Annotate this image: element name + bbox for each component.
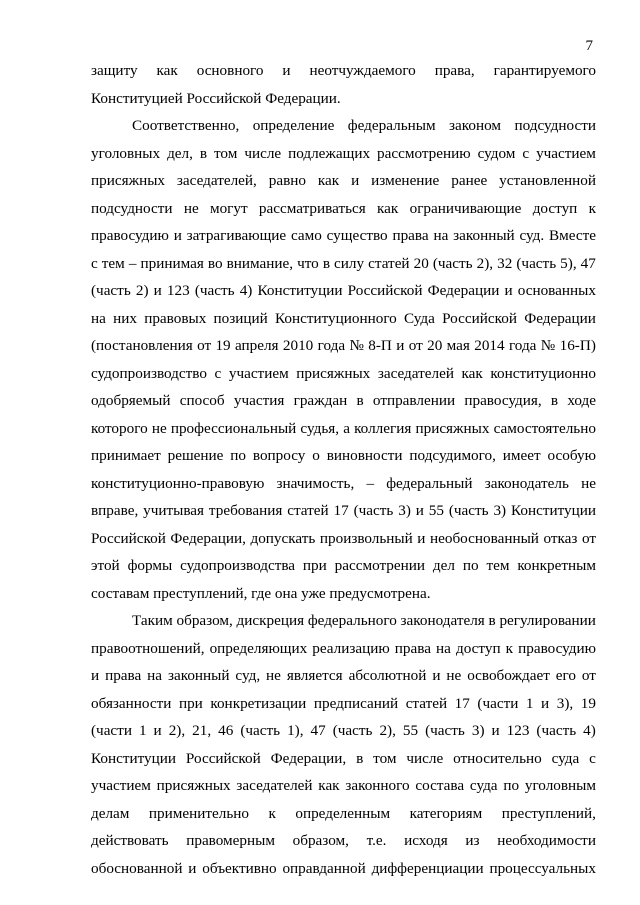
text-word: и [173, 227, 182, 244]
text-word: года [508, 337, 537, 354]
text-word: основного [196, 62, 264, 79]
text-word: относительно [453, 749, 542, 767]
text-word: освобождает [467, 667, 550, 684]
text-word: 123 [166, 282, 190, 299]
text-word: профессиональный [170, 419, 297, 437]
text-word: на [147, 667, 163, 684]
text-word: 3) [471, 722, 485, 739]
text-line: составам преступлений, где она уже предусмотрена. [91, 584, 431, 602]
text-word: числе [244, 144, 282, 162]
text-line [91, 502, 596, 520]
text-line [91, 777, 596, 795]
text-word: Российской [91, 529, 166, 547]
text-word: этой [91, 557, 120, 574]
text-word: с [522, 144, 530, 162]
text-word: присяжных [156, 777, 231, 794]
text-word: 2), [476, 254, 494, 272]
text-word: как [377, 199, 399, 217]
text-word: обязанности [91, 694, 172, 712]
text-word: в [550, 392, 559, 409]
text-word: Конституции [510, 502, 596, 519]
text-word: (части [477, 694, 519, 712]
text-word: от [197, 337, 212, 354]
text-word: 55 [428, 502, 444, 519]
text-word: является [286, 667, 343, 684]
text-word: заседателей [377, 364, 454, 382]
text-word: (часть [194, 282, 235, 299]
text-word: требования [208, 502, 283, 519]
text-word: объективно [202, 859, 277, 877]
text-word: Федерации, [170, 529, 246, 547]
text-word: и [396, 337, 405, 354]
text-word: допускать [250, 529, 316, 547]
text-line [91, 832, 596, 850]
text-word: равно [268, 172, 306, 189]
text-word: конкретизации [210, 694, 307, 712]
text-word: присяжных [91, 172, 165, 189]
text-word: доступ [532, 199, 578, 217]
text-line [91, 475, 596, 493]
text-word: особую [547, 447, 596, 464]
text-word: заседателей [236, 777, 313, 794]
text-word: регулировании [499, 612, 596, 629]
text-word: не [581, 474, 596, 492]
text-line [91, 640, 596, 658]
text-word: виновности [326, 447, 403, 464]
text-word: обоснованной [91, 859, 183, 877]
text-word: и [91, 667, 100, 684]
text-word: 2), [379, 722, 396, 739]
text-line [91, 557, 596, 575]
text-line [91, 172, 596, 190]
text-line [132, 117, 596, 135]
text-word: права [392, 227, 429, 244]
text-word: формы [127, 557, 173, 574]
text-word: решение [167, 447, 224, 464]
text-word: суда [469, 777, 498, 794]
text-word: рассмотрении [334, 557, 426, 574]
text-word: отправлении [372, 392, 456, 409]
text-word: в [322, 254, 330, 272]
text-line [91, 365, 596, 383]
text-word: Российской [185, 749, 261, 767]
text-word: них [113, 309, 137, 327]
text-word: на [91, 309, 106, 327]
text-word: 17 [333, 502, 349, 519]
text-word: и [417, 529, 426, 547]
text-word: одобряемый [91, 392, 171, 409]
text-word: 55 [402, 722, 419, 739]
text-word: дел [432, 557, 455, 574]
text-word: затрагивающие [186, 227, 287, 244]
text-word: от [581, 667, 596, 684]
text-word: к [268, 804, 276, 822]
text-word: как [317, 172, 340, 189]
text-word: правосудия, [464, 392, 542, 409]
text-word: изменение [371, 172, 440, 189]
text-word: законодателя [400, 612, 485, 629]
text-word: Конституции [257, 282, 343, 299]
text-word: 17 [454, 694, 470, 712]
text-word: Вместе [549, 227, 596, 244]
text-line [91, 62, 596, 80]
text-word: 2), [168, 722, 186, 739]
page-number: 7 [585, 38, 593, 54]
text-word: 4) [583, 722, 596, 739]
text-word: по [462, 557, 479, 574]
text-line [132, 612, 596, 630]
text-word: его [555, 667, 576, 684]
text-word: законодатель [484, 474, 569, 492]
text-word: № [540, 337, 556, 354]
text-word: Российской [442, 309, 517, 327]
text-word: учитывая [143, 502, 205, 519]
text-word: предписаний [313, 694, 399, 712]
text-word: Суда [404, 309, 435, 327]
text-word: 1 [138, 722, 147, 739]
text-word: (часть [425, 722, 465, 739]
text-word: на [433, 227, 449, 244]
text-word: федеральным [347, 117, 436, 134]
text-word: неотчуждаемого [309, 62, 416, 79]
text-word: с [589, 749, 596, 767]
text-word: присяжных [296, 364, 371, 382]
text-line [91, 282, 596, 300]
text-word: суда [551, 749, 580, 767]
text-word: права [394, 639, 431, 657]
text-word: само [290, 227, 322, 244]
text-line [91, 227, 596, 245]
text-word: конституционно [490, 364, 596, 382]
text-word: по [230, 447, 246, 464]
text-word: образом, [176, 612, 233, 629]
text-word: определенным [295, 804, 391, 822]
text-word: как [156, 62, 178, 79]
text-word: 20 [413, 254, 429, 272]
text-word: способ [179, 392, 225, 409]
text-word: коллегия [354, 419, 412, 437]
text-word: 2010 [282, 337, 314, 354]
text-word: самостоятельно [493, 419, 596, 437]
text-line [91, 392, 596, 410]
text-word: необоснованный [429, 529, 539, 547]
text-word: уголовным [524, 777, 596, 794]
text-word: подлежащих [288, 144, 371, 162]
text-word: подсудимого, [409, 447, 496, 464]
text-word: 3) [493, 502, 507, 519]
text-word: 1), [287, 722, 304, 739]
text-word: (части [91, 722, 132, 739]
text-word: апреля [234, 337, 279, 354]
text-line [91, 667, 596, 685]
text-line [91, 530, 596, 548]
text-word: и [351, 172, 360, 189]
text-word: дифференциации [371, 859, 484, 877]
text-word: состава [415, 777, 465, 794]
text-word: не [446, 667, 462, 684]
text-word: законом [449, 117, 501, 134]
text-line [91, 722, 596, 740]
text-word: по [503, 777, 520, 794]
text-word: мая [446, 337, 470, 354]
text-word: конституционно-правовую [91, 474, 265, 492]
text-word: т.е. [366, 832, 387, 849]
text-word: статей [368, 254, 410, 272]
text-word: отказ [543, 529, 578, 547]
text-word: которого [91, 419, 148, 437]
text-line [91, 310, 596, 328]
text-word: не [266, 667, 281, 684]
text-word: абсолютной [348, 667, 427, 684]
text-word: основанных [517, 282, 596, 299]
text-word: 3) [398, 502, 411, 519]
text-word: и [541, 694, 550, 712]
text-line [91, 447, 596, 465]
text-word: а [343, 419, 350, 437]
text-word: Конституционного [275, 309, 397, 327]
text-word: реализацию [312, 639, 390, 657]
text-word: внимание, [226, 254, 294, 272]
text-word: значимость, [276, 474, 355, 492]
text-word: (часть [448, 502, 489, 519]
text-word: (часть [516, 254, 557, 272]
text-word: участием [91, 777, 151, 794]
text-word: 32 [497, 254, 513, 272]
text-word: принимая [140, 254, 204, 272]
text-word: (постановления [91, 337, 193, 354]
text-word: Федерации, [270, 749, 347, 767]
text-word: 16-П) [559, 337, 596, 354]
text-word: дискреция [236, 612, 305, 629]
text-word: с [91, 254, 98, 272]
text-word: суд, [235, 667, 261, 684]
text-word: конкретным [517, 557, 596, 574]
text-word: ранее [451, 172, 488, 189]
text-word: законный [167, 667, 230, 684]
text-word: в [488, 612, 496, 629]
text-word: судом [477, 144, 516, 162]
text-word: не [151, 419, 167, 437]
text-word: правосудию [518, 639, 596, 657]
text-word: тем [101, 254, 125, 272]
text-word: в [199, 144, 208, 162]
text-word: ходе [567, 392, 596, 409]
text-word: дел, [167, 144, 193, 162]
text-word: статей [405, 694, 448, 712]
text-word: и [153, 282, 162, 299]
text-word: необходимости [497, 832, 596, 849]
text-word: законный [453, 227, 515, 244]
text-word: от [581, 529, 596, 547]
text-line [91, 750, 596, 768]
text-word: года [317, 337, 346, 354]
text-word: Федерации [427, 282, 500, 299]
text-word: определение [252, 117, 335, 134]
text-word: 5), [560, 254, 577, 272]
text-word: 19 [580, 694, 596, 712]
text-word: во [207, 254, 223, 272]
text-word: том [214, 144, 238, 162]
text-line [91, 695, 596, 713]
text-word: как [318, 777, 340, 794]
text-word: силу [334, 254, 365, 272]
text-word: Таким [132, 612, 173, 629]
text-word: (часть [91, 282, 131, 299]
text-word: действовать [91, 832, 169, 849]
text-word: Российской [347, 282, 423, 299]
text-word: уголовных [91, 144, 161, 162]
text-word: подсудности [91, 199, 173, 217]
text-word: (часть [536, 722, 577, 739]
text-word: 2) [135, 282, 149, 299]
text-word: 20 [427, 337, 443, 354]
text-word: и [282, 62, 291, 79]
text-word: определяющих [209, 639, 308, 657]
text-line [91, 255, 596, 273]
text-word: категориям [409, 804, 483, 822]
text-word: 123 [506, 722, 530, 739]
text-word: позиций [213, 309, 268, 327]
text-word: 1 [525, 694, 534, 712]
text-word: в [356, 749, 364, 767]
text-word: рассмотрению [377, 144, 471, 162]
text-word: 47 [580, 254, 596, 272]
text-line [91, 860, 596, 878]
text-word: правосудию [91, 227, 169, 244]
text-word: участием [228, 364, 289, 382]
text-word: права [105, 667, 142, 684]
text-word: права, [434, 62, 475, 79]
text-word: 3), [556, 694, 574, 712]
text-line [91, 805, 596, 823]
text-word: 2014 [474, 337, 505, 354]
text-word: (часть [432, 254, 473, 272]
text-word: с [214, 364, 222, 382]
text-word: и [153, 722, 162, 739]
text-word: присяжных [415, 419, 490, 437]
text-word: суд. [519, 227, 545, 244]
text-word: подсудности [514, 117, 596, 134]
text-word: Соответственно, [132, 117, 240, 134]
text-word: вправе, [91, 502, 139, 519]
text-word: законного [345, 777, 410, 794]
text-line: Конституцией Российской Федерации. [91, 89, 341, 107]
text-word: участия [233, 392, 285, 409]
text-word: том [373, 749, 397, 767]
text-word: судопроизводства [180, 557, 296, 574]
text-word: как [461, 364, 483, 382]
text-word: рассматриваться [258, 199, 366, 217]
text-line [91, 337, 596, 355]
text-word: граждан [293, 392, 348, 409]
text-word: и [432, 667, 441, 684]
text-word: (часть [353, 502, 394, 519]
text-word: не [183, 199, 199, 217]
text-line [91, 200, 596, 218]
text-word: судопроизводство [91, 364, 207, 382]
text-word: и [491, 722, 500, 739]
text-word: к [588, 199, 596, 217]
text-word: участием [536, 144, 596, 162]
text-word: 8-П [368, 337, 392, 354]
text-word: Федерации [524, 309, 596, 327]
text-word: о [312, 447, 320, 464]
text-word: делам [91, 804, 130, 822]
text-word: существо [326, 227, 388, 244]
text-word: 4) [239, 282, 253, 299]
text-word: федеральный [386, 474, 473, 492]
text-word: при [302, 557, 327, 574]
text-word: защиту [91, 62, 138, 79]
text-line [91, 420, 596, 438]
text-word: числе [406, 749, 444, 767]
text-line [91, 145, 596, 163]
text-word: установленной [499, 172, 596, 189]
text-word: тем [486, 557, 510, 574]
text-word: применительно [148, 804, 249, 822]
text-word: к [505, 639, 514, 657]
text-word: исходя [404, 832, 448, 849]
text-word: – [366, 474, 375, 492]
text-word: Конституции [91, 749, 177, 767]
text-word: вопросу [252, 447, 306, 464]
text-word: федерального [307, 612, 397, 629]
text-word: ограничивающие [409, 199, 522, 217]
text-word: на [436, 639, 451, 657]
text-word: 46 [218, 722, 234, 739]
text-word: гарантируемого [493, 62, 596, 79]
text-word: могут [209, 199, 248, 217]
text-word: 21, [192, 722, 212, 739]
text-word: произвольный [319, 529, 413, 547]
text-word: правомерным [186, 832, 275, 849]
text-word: при [178, 694, 203, 712]
text-word: судья, [300, 419, 340, 437]
text-word: правовых [144, 309, 207, 327]
text-word: процессуальных [489, 859, 596, 877]
text-word: оправданной [282, 859, 366, 877]
text-word: (часть [332, 722, 373, 739]
text-word: образом, [292, 832, 349, 849]
text-word: заседателей, [176, 172, 257, 189]
text-word: от [408, 337, 423, 354]
text-word: в [356, 392, 364, 409]
text-word: что [297, 254, 319, 272]
text-word: № [349, 337, 364, 354]
text-word: 47 [310, 722, 326, 739]
text-word: и [415, 502, 424, 519]
text-word: имеет [502, 447, 541, 464]
text-word: 19 [215, 337, 231, 354]
text-word: правоотношений, [91, 639, 205, 657]
text-word: доступ [455, 639, 501, 657]
text-word: преступлений, [501, 804, 596, 822]
text-word: – [128, 254, 137, 272]
text-word: статей [287, 502, 329, 519]
text-word: из [465, 832, 480, 849]
text-word: принимает [91, 447, 161, 464]
text-word: и [188, 859, 197, 877]
text-word: и [504, 282, 513, 299]
text-word: (часть [240, 722, 281, 739]
